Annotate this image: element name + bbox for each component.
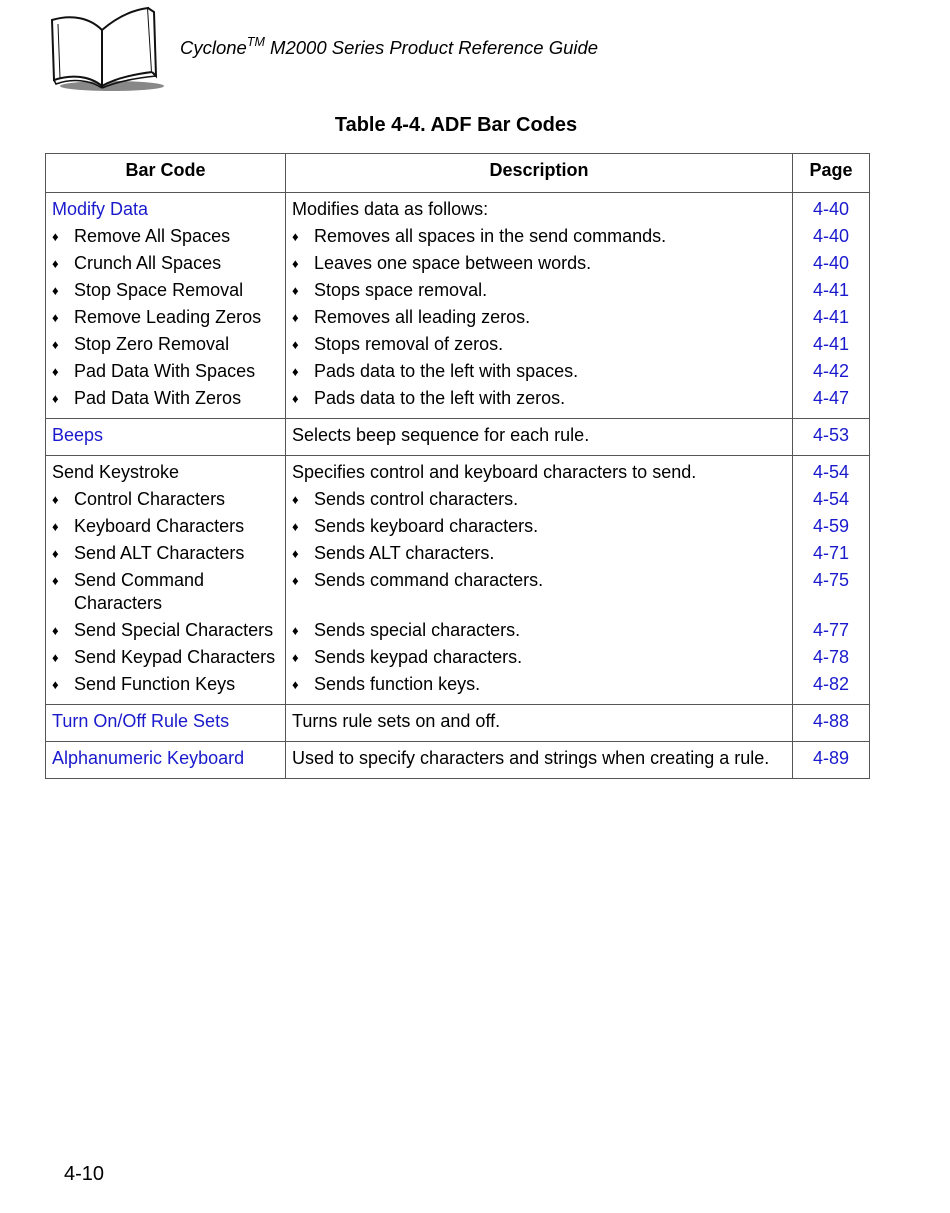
link-beeps[interactable]: Beeps — [52, 425, 104, 445]
header-title-rest: M2000 Series Product Reference Guide — [264, 37, 599, 59]
list-item: ♦ Send Keypad Characters — [52, 647, 276, 667]
bullet-icon: ♦ — [292, 229, 299, 244]
cell-description: Specifies control and keyboard characters to send. ♦ Sends control characters. ♦ Sends keyboard characters. ♦ Sends ALT characters. ♦ Sends command characters. ♦ Sends special characters. ♦ Sends keypad characters. ♦ Sends function keys. — [286, 456, 793, 705]
bullet-icon: ♦ — [52, 391, 59, 406]
cell-bar-code — [46, 456, 286, 705]
list-item: ♦ Send Command Characters — [52, 570, 205, 613]
bullet-icon: ♦ — [292, 283, 299, 298]
table-row-alphanumeric-keyboard — [46, 742, 870, 779]
cell-page — [793, 419, 870, 456]
bullet-icon: ♦ — [292, 650, 299, 665]
bullet-icon: ♦ — [292, 623, 299, 638]
page-link[interactable]: 4-40 — [812, 253, 850, 273]
header-title — [180, 36, 598, 59]
cell-description: Turns rule sets on and off. — [286, 705, 793, 742]
cell-bar-code — [46, 193, 286, 419]
bullet-icon: ♦ — [292, 364, 299, 379]
link-alphanumeric-keyboard[interactable]: Alphanumeric Keyboard — [52, 748, 245, 768]
bullet-icon: ♦ — [52, 677, 59, 692]
bullet-icon: ♦ — [52, 283, 59, 298]
bullet-icon: ♦ — [52, 492, 59, 507]
page-link[interactable]: 4-40 — [812, 226, 850, 246]
page-link[interactable]: 4-53 — [812, 425, 850, 445]
page-link[interactable]: 4-71 — [812, 543, 850, 563]
table-row-modify-data — [46, 193, 870, 419]
cell-page — [793, 742, 870, 779]
list-item: ♦ Send Special Characters — [52, 620, 274, 640]
list-item: ♦ Send Function Keys — [52, 674, 236, 694]
bullet-icon: ♦ — [52, 256, 59, 271]
list-item: ♦ Removes all leading zeros. — [292, 307, 531, 327]
list-item: ♦ Sends special characters. — [292, 620, 521, 640]
list-item: ♦ Stop Space Removal — [52, 280, 244, 300]
list-item: ♦ Keyboard Characters — [52, 516, 245, 536]
list-item: ♦ Pads data to the left with spaces. — [292, 361, 579, 381]
list-item: ♦ Pad Data With Zeros — [52, 388, 242, 408]
list-item: ♦ Control Characters — [52, 489, 226, 509]
bullet-icon: ♦ — [292, 391, 299, 406]
bullet-icon: ♦ — [52, 364, 59, 379]
bullet-icon: ♦ — [52, 573, 59, 588]
list-item: ♦ Sends keyboard characters. — [292, 516, 539, 536]
list-item: ♦ Sends ALT characters. — [292, 543, 495, 563]
page-link[interactable]: 4-77 — [812, 620, 850, 640]
cell-bar-code — [46, 705, 286, 742]
table-row-turn-on-off-rule-sets — [46, 705, 870, 742]
cell-description: Modifies data as follows: ♦ Removes all spaces in the send commands. ♦ Leaves one space between words. ♦ Stops space removal. ♦ Removes all leading zeros. ♦ Stops removal of zeros. ♦ Pads data to the left with spaces. ♦ Pads data to the left with zeros. — [286, 193, 793, 419]
cell-page — [793, 705, 870, 742]
table-header-row — [46, 154, 870, 193]
page-link[interactable]: 4-75 — [812, 570, 850, 590]
list-item: ♦ Sends control characters. — [292, 489, 519, 509]
bullet-icon: ♦ — [292, 310, 299, 325]
bullet-icon: ♦ — [52, 310, 59, 325]
cell-page — [793, 193, 870, 419]
page-link[interactable]: 4-54 — [812, 489, 850, 509]
link-modify-data[interactable]: Modify Data — [52, 199, 149, 219]
cell-description: Used to specify characters and strings when creating a rule. — [286, 742, 793, 779]
bullet-icon: ♦ — [292, 256, 299, 271]
cell-bar-code — [46, 419, 286, 456]
page-link[interactable]: 4-78 — [812, 647, 850, 667]
header-bar-code: Bar Code — [46, 154, 286, 193]
bullet-icon: ♦ — [292, 677, 299, 692]
bullet-icon: ♦ — [292, 492, 299, 507]
list-item: ♦ Stop Zero Removal — [52, 334, 230, 354]
page-link[interactable]: 4-54 — [812, 462, 850, 482]
page-link[interactable]: 4-42 — [812, 361, 850, 381]
list-item: ♦ Pad Data With Spaces — [52, 361, 256, 381]
cell-bar-code — [46, 742, 286, 779]
list-item: ♦ Remove Leading Zeros — [52, 307, 262, 327]
bullet-icon: ♦ — [292, 337, 299, 352]
page-link[interactable]: 4-59 — [812, 516, 850, 536]
page-link[interactable]: 4-41 — [812, 280, 850, 300]
bullet-icon: ♦ — [292, 573, 299, 588]
page-link[interactable]: 4-89 — [812, 748, 850, 768]
link-turn-on-off-rule-sets[interactable]: Turn On/Off Rule Sets — [52, 711, 230, 731]
list-item: ♦ Remove All Spaces — [52, 226, 231, 246]
list-item: ♦ Crunch All Spaces — [52, 253, 222, 273]
page-link[interactable]: 4-82 — [812, 674, 850, 694]
table-row-send-keystroke — [46, 456, 870, 705]
header-page: Page — [793, 154, 870, 193]
table-row-beeps — [46, 419, 870, 456]
page-number: 4-10 — [64, 1163, 105, 1185]
bullet-icon: ♦ — [52, 650, 59, 665]
list-item: ♦ Sends command characters. — [292, 567, 786, 617]
bullet-icon: ♦ — [52, 546, 59, 561]
list-item: ♦ Pads data to the left with zeros. — [292, 388, 566, 408]
header-title-main: Cyclone — [180, 37, 247, 59]
send-keystroke-label: Send Keystroke — [52, 462, 180, 482]
list-item: ♦ Stops removal of zeros. — [292, 334, 504, 354]
page-link[interactable]: 4-41 — [812, 307, 850, 327]
bullet-icon: ♦ — [52, 519, 59, 534]
bullet-icon: ♦ — [52, 623, 59, 638]
list-item: ♦ Send ALT Characters — [52, 543, 245, 563]
bullet-icon: ♦ — [292, 519, 299, 534]
list-item: ♦ Stops space removal. — [292, 280, 488, 300]
list-item: ♦ Sends function keys. — [292, 674, 481, 694]
page-link[interactable]: 4-40 — [812, 199, 850, 219]
list-item: ♦ Leaves one space between words. — [292, 253, 592, 273]
bullet-icon: ♦ — [52, 229, 59, 244]
adf-bar-codes-table — [45, 153, 870, 779]
page-link[interactable]: 4-41 — [812, 334, 850, 354]
header-description: Description — [286, 154, 793, 193]
list-item: ♦ Sends keypad characters. — [292, 647, 523, 667]
table-title: Table 4-4. ADF Bar Codes — [334, 114, 578, 136]
cell-description: Selects beep sequence for each rule. — [286, 419, 793, 456]
bullet-icon: ♦ — [52, 337, 59, 352]
page-link[interactable]: 4-47 — [812, 388, 850, 408]
trademark-superscript: TM — [246, 35, 265, 49]
cell-page — [793, 456, 870, 705]
list-item: ♦ Removes all spaces in the send commands. — [292, 226, 667, 246]
bullet-icon: ♦ — [292, 546, 299, 561]
open-book-icon — [44, 6, 168, 92]
page-link[interactable]: 4-88 — [812, 711, 850, 731]
